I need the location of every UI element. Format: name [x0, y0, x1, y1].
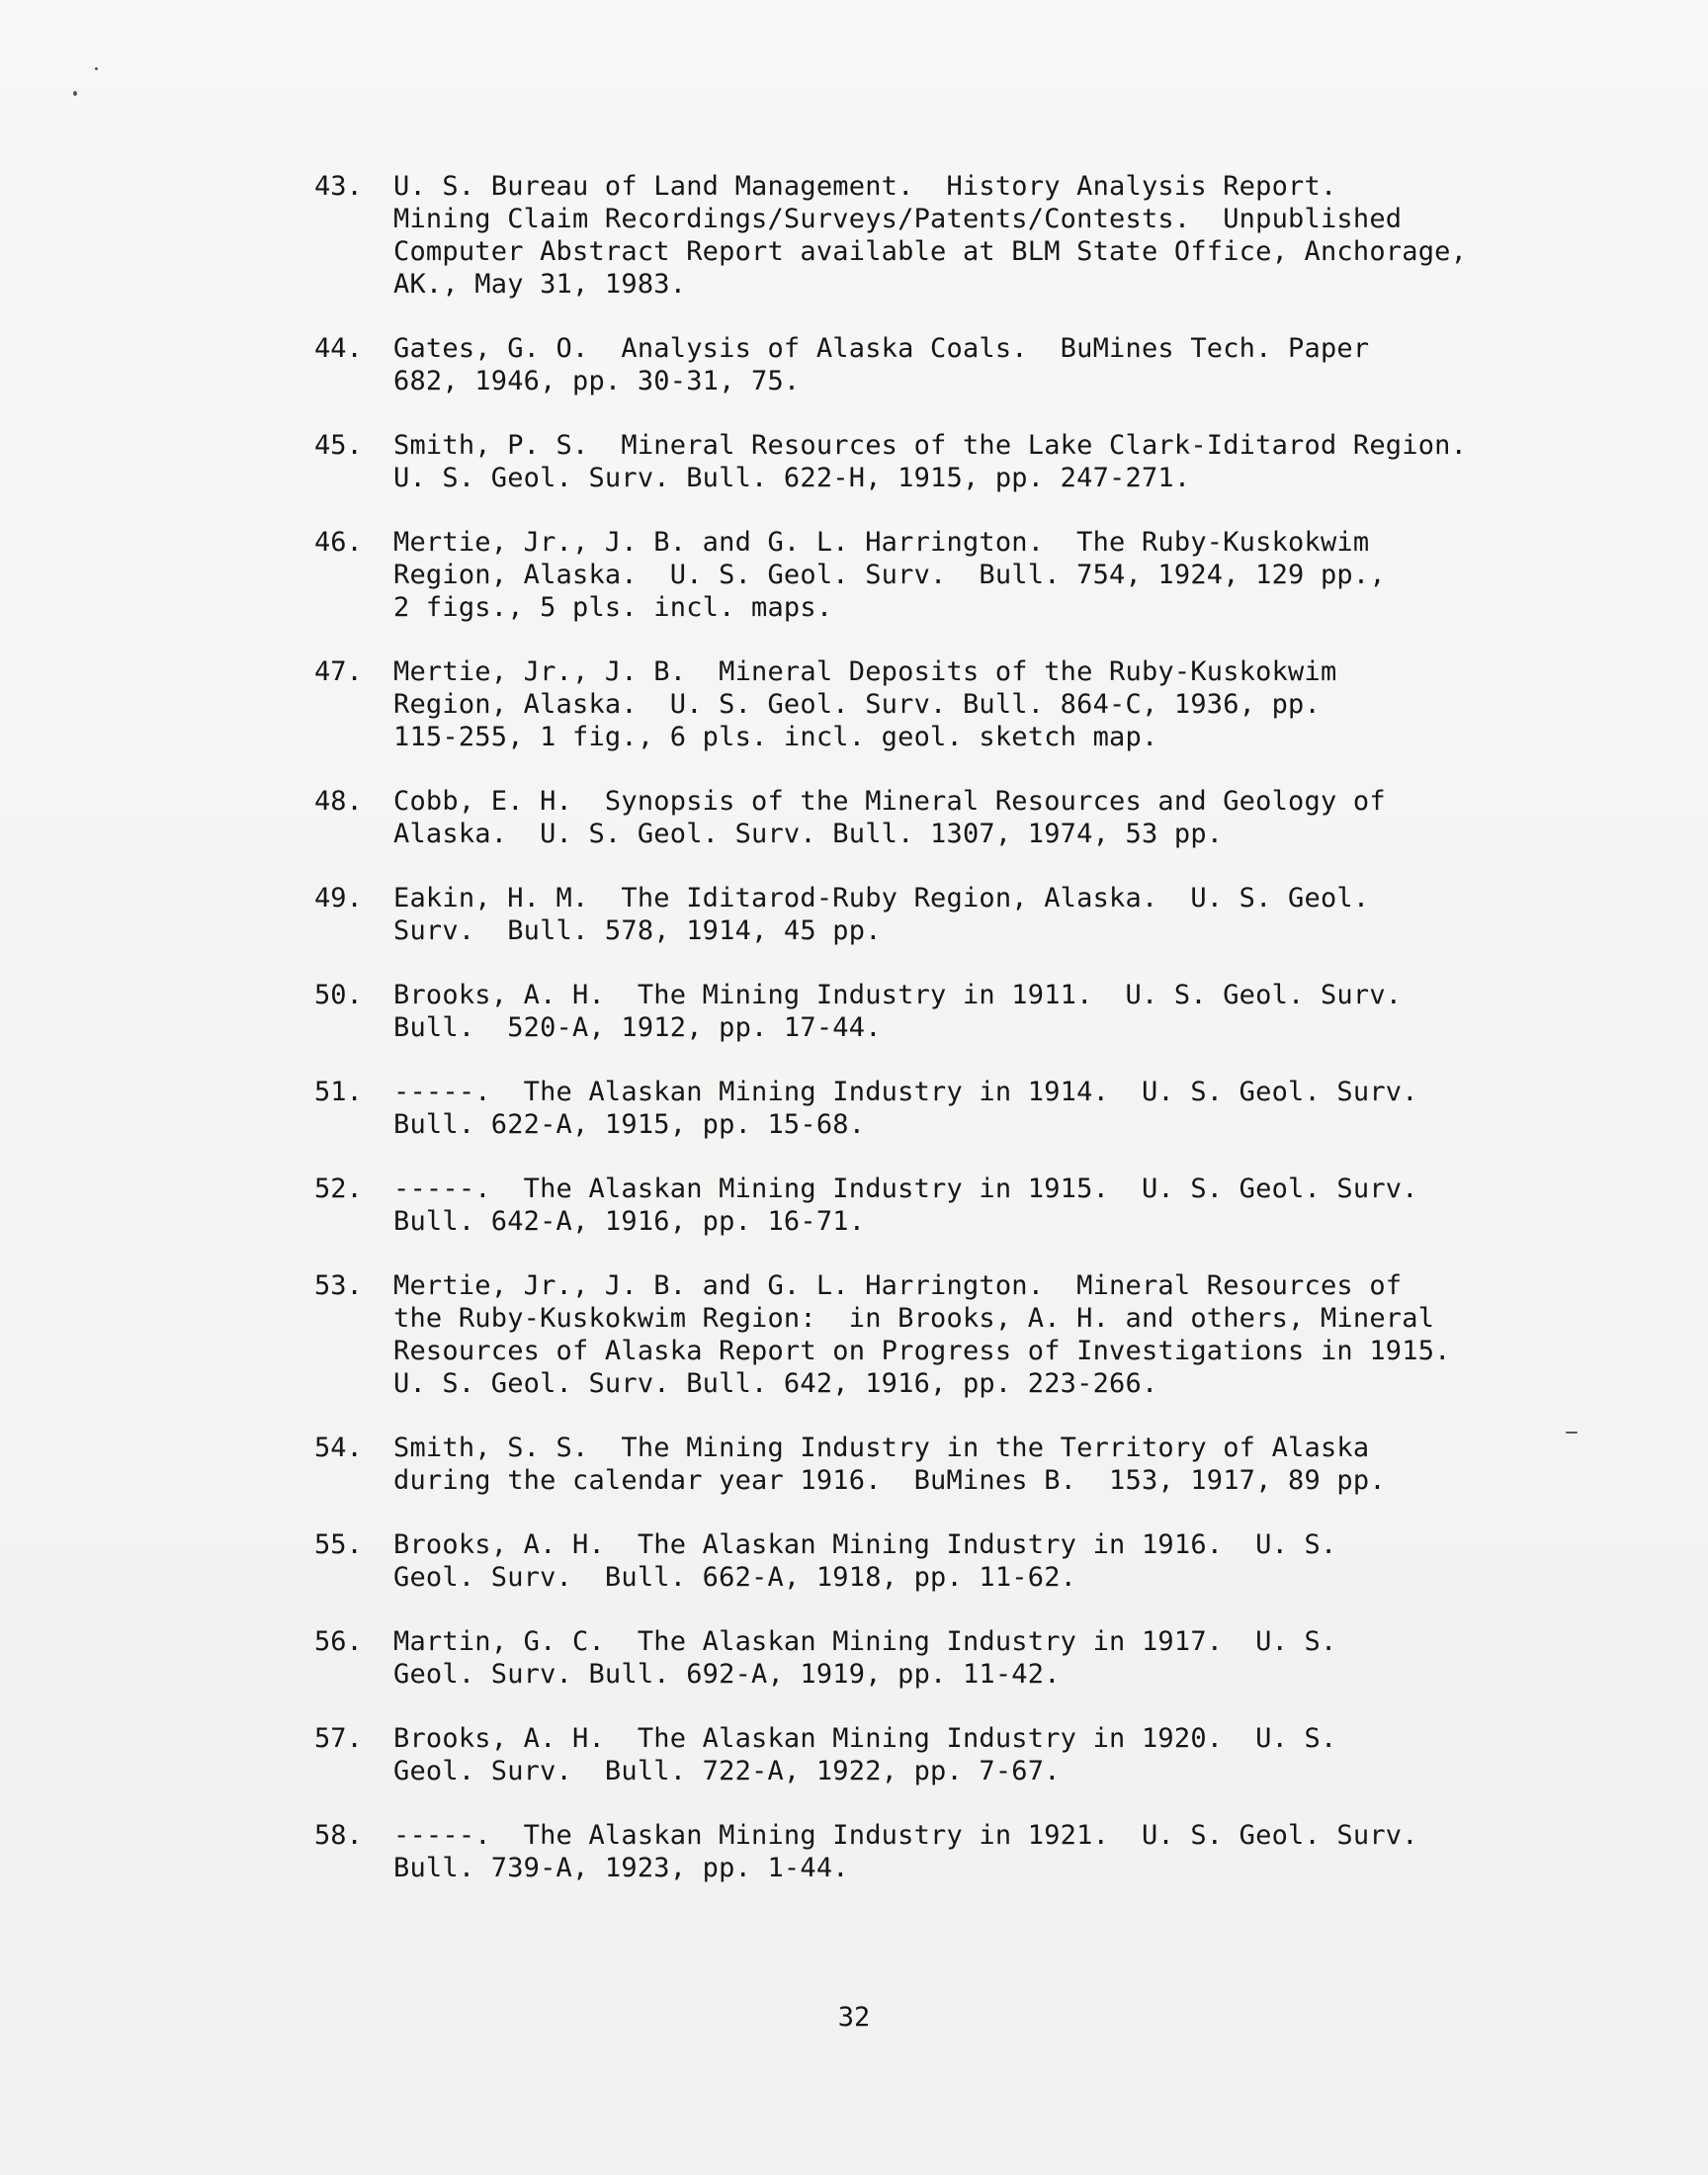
reference-item — [314, 1432, 1560, 1497]
reference-item — [314, 1528, 1560, 1594]
reference-text — [393, 1432, 1560, 1497]
reference-text — [393, 1173, 1560, 1238]
reference-number: 57. — [314, 1723, 363, 1754]
reference-item — [314, 1722, 1560, 1787]
reference-line: Region, Alaska. U. S. Geol. Surv. Bull. 864-C, 1936, pp. — [393, 689, 1321, 720]
reference-line: Smith, P. S. Mineral Resources of the Lake Clark-Iditarod Region. — [393, 430, 1468, 461]
reference-line: Geol. Surv. Bull. 722-A, 1922, pp. 7-67. — [393, 1756, 1061, 1786]
reference-list — [314, 170, 1560, 1916]
reference-item — [314, 1819, 1560, 1884]
reference-number: 48. — [314, 786, 363, 817]
reference-line: Mertie, Jr., J. B. and G. L. Harrington. The Ruby-Kuskokwim — [393, 527, 1370, 558]
page-number: 32 — [837, 2002, 871, 2033]
reference-text — [393, 979, 1560, 1044]
reference-number: 46. — [314, 527, 363, 558]
reference-line: Alaska. U. S. Geol. Surv. Bull. 1307, 1974, 53 pp. — [393, 819, 1224, 849]
reference-line: U. S. Geol. Surv. Bull. 622-H, 1915, pp. 247-271. — [393, 463, 1191, 493]
reference-item — [314, 429, 1560, 494]
reference-text — [393, 170, 1560, 301]
reference-text — [393, 526, 1560, 624]
reference-line: Region, Alaska. U. S. Geol. Surv. Bull. 754, 1924, 129 pp., — [393, 560, 1386, 590]
reference-item — [314, 332, 1560, 397]
reference-text — [393, 1269, 1560, 1400]
scan-speck — [73, 91, 77, 96]
reference-number: 45. — [314, 430, 363, 461]
scan-speck — [95, 67, 98, 70]
reference-line: U. S. Geol. Surv. Bull. 642, 1916, pp. 223-266. — [393, 1368, 1158, 1399]
reference-number: 58. — [314, 1820, 363, 1851]
reference-text — [393, 655, 1560, 753]
reference-number: 43. — [314, 171, 363, 202]
reference-line: 682, 1946, pp. 30-31, 75. — [393, 366, 801, 396]
reference-number: 56. — [314, 1626, 363, 1657]
reference-text — [393, 1722, 1560, 1787]
reference-number: 52. — [314, 1174, 363, 1204]
reference-line: Brooks, A. H. The Mining Industry in 1911. U. S. Geol. Surv. — [393, 980, 1403, 1010]
reference-line: the Ruby-Kuskokwim Region: in Brooks, A. H. and others, Mineral — [393, 1303, 1435, 1334]
reference-number: 54. — [314, 1433, 363, 1463]
reference-item — [314, 1269, 1560, 1400]
reference-item — [314, 1076, 1560, 1141]
reference-line: Brooks, A. H. The Alaskan Mining Industry in 1920. U. S. — [393, 1723, 1337, 1754]
reference-line: 115-255, 1 fig., 6 pls. incl. geol. sketch map. — [393, 722, 1158, 752]
reference-line: Geol. Surv. Bull. 662-A, 1918, pp. 11-62. — [393, 1562, 1077, 1593]
reference-line: Resources of Alaska Report on Progress of Investigations in 1915. — [393, 1336, 1451, 1366]
reference-number: 49. — [314, 883, 363, 914]
reference-line: Bull. 642-A, 1916, pp. 16-71. — [393, 1206, 866, 1237]
reference-line: Martin, G. C. The Alaskan Mining Industry in 1917. U. S. — [393, 1626, 1337, 1657]
reference-number: 51. — [314, 1077, 363, 1107]
reference-item — [314, 1625, 1560, 1691]
reference-text — [393, 1528, 1560, 1594]
reference-line: -----. The Alaskan Mining Industry in 1915. U. S. Geol. Surv. — [393, 1174, 1418, 1204]
reference-item — [314, 882, 1560, 947]
reference-item — [314, 170, 1560, 301]
reference-line: Geol. Surv. Bull. 692-A, 1919, pp. 11-42. — [393, 1659, 1061, 1690]
reference-item — [314, 785, 1560, 850]
reference-line: Gates, G. O. Analysis of Alaska Coals. BuMines Tech. Paper — [393, 333, 1370, 364]
reference-line: Mertie, Jr., J. B. and G. L. Harrington. Mineral Resources of — [393, 1270, 1403, 1301]
reference-line: -----. The Alaskan Mining Industry in 1914. U. S. Geol. Surv. — [393, 1077, 1418, 1107]
reference-line: Mining Claim Recordings/Surveys/Patents/Contests. Unpublished — [393, 204, 1403, 234]
reference-line: Surv. Bull. 578, 1914, 45 pp. — [393, 915, 882, 946]
reference-text — [393, 429, 1560, 494]
reference-line: Bull. 520-A, 1912, pp. 17-44. — [393, 1012, 882, 1043]
reference-text — [393, 1625, 1560, 1691]
reference-line: Mertie, Jr., J. B. Mineral Deposits of the Ruby-Kuskokwim — [393, 656, 1337, 687]
reference-text — [393, 882, 1560, 947]
reference-line: during the calendar year 1916. BuMines B. 153, 1917, 89 pp. — [393, 1465, 1386, 1496]
reference-item — [314, 979, 1560, 1044]
reference-item — [314, 526, 1560, 624]
reference-number: 55. — [314, 1529, 363, 1560]
reference-item — [314, 655, 1560, 753]
reference-text — [393, 1076, 1560, 1141]
reference-line: Bull. 622-A, 1915, pp. 15-68. — [393, 1109, 866, 1140]
reference-number: 47. — [314, 656, 363, 687]
reference-line: AK., May 31, 1983. — [393, 269, 687, 300]
reference-text — [393, 785, 1560, 850]
reference-line: 2 figs., 5 pls. incl. maps. — [393, 592, 833, 623]
reference-line: U. S. Bureau of Land Management. History Analysis Report. — [393, 171, 1337, 202]
scan-speck — [1566, 1432, 1578, 1434]
reference-line: -----. The Alaskan Mining Industry in 1921. U. S. Geol. Surv. — [393, 1820, 1418, 1851]
reference-line: Cobb, E. H. Synopsis of the Mineral Resources and Geology of — [393, 786, 1386, 817]
reference-line: Smith, S. S. The Mining Industry in the Territory of Alaska — [393, 1433, 1370, 1463]
reference-number: 44. — [314, 333, 363, 364]
reference-line: Brooks, A. H. The Alaskan Mining Industry in 1916. U. S. — [393, 1529, 1337, 1560]
reference-text — [393, 332, 1560, 397]
reference-line: Bull. 739-A, 1923, pp. 1-44. — [393, 1853, 849, 1883]
reference-line: Eakin, H. M. The Iditarod-Ruby Region, Alaska. U. S. Geol. — [393, 883, 1370, 914]
reference-number: 50. — [314, 980, 363, 1010]
reference-text — [393, 1819, 1560, 1884]
reference-number: 53. — [314, 1270, 363, 1301]
reference-item — [314, 1173, 1560, 1238]
reference-line: Computer Abstract Report available at BLM State Office, Anchorage, — [393, 236, 1468, 267]
